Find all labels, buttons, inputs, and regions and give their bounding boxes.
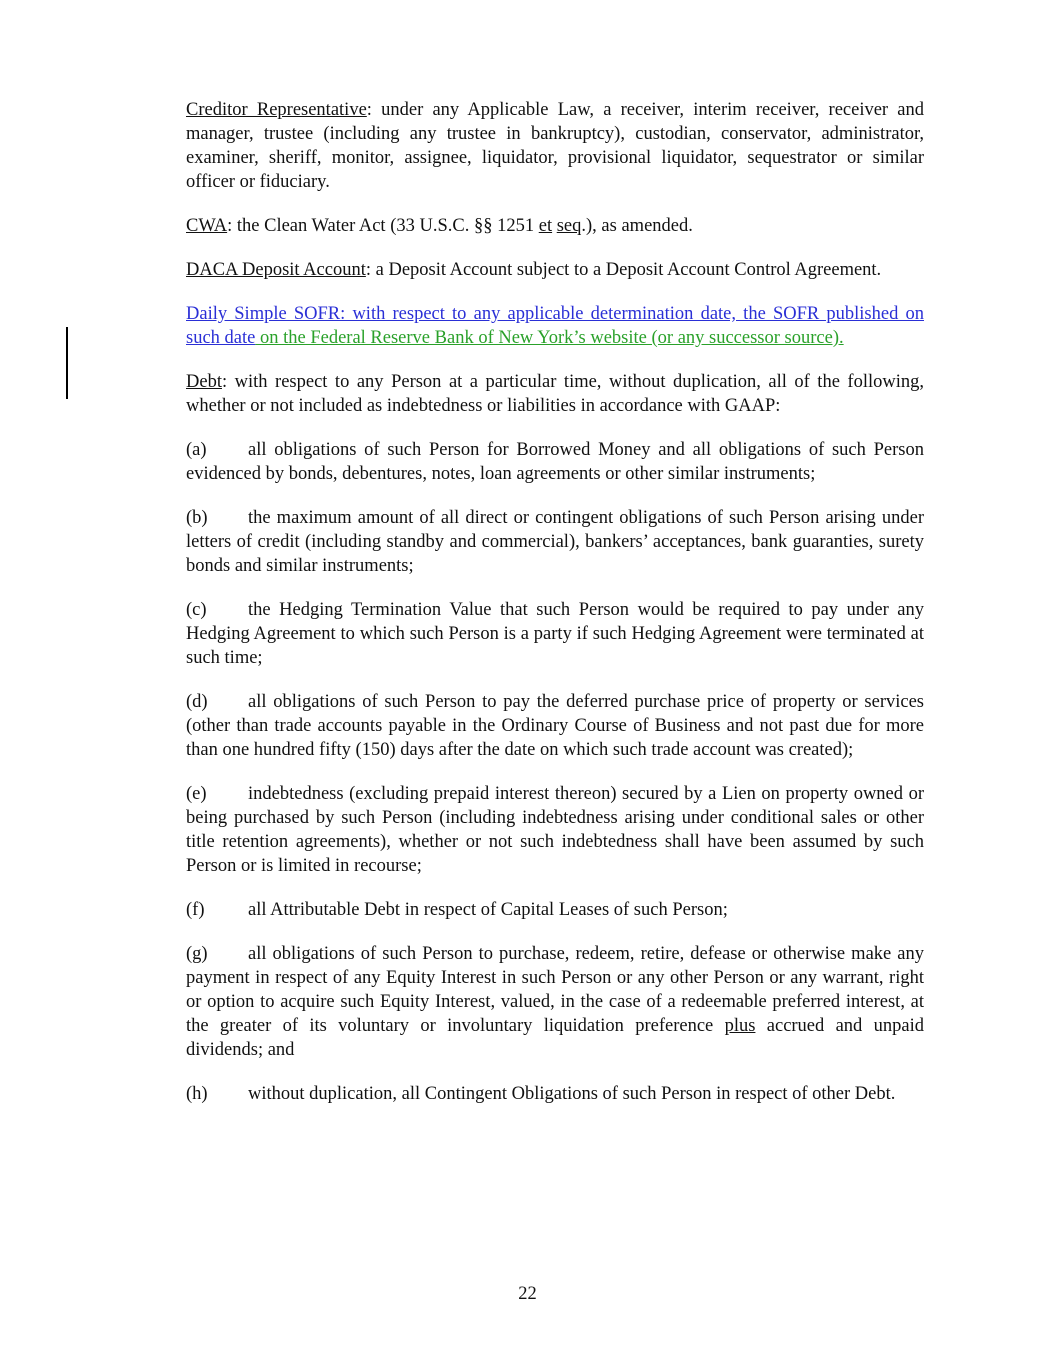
item-label: (h) xyxy=(186,1084,208,1104)
definition-daily-simple-sofr xyxy=(124,302,924,350)
definition-cwa xyxy=(124,214,924,238)
item-text: indebtedness (excluding prepaid interest thereon) secured by a Lien on property owned or being purchased by such Person (including indebtedness arising under conditional sales or other title retention agreements), whether or not such indebtedness shall have been assumed by such Person or is limited in recourse; xyxy=(186,784,924,876)
change-bar xyxy=(66,327,68,399)
list-item xyxy=(124,782,924,878)
inserted-text-blue: Daily Simple SOFR: with respect to any applicable determination date, the SOFR published on such date xyxy=(186,304,924,348)
list-item xyxy=(124,1082,924,1106)
inserted-text-green: on the Federal Reserve Bank of New York’s website (or any successor source). xyxy=(255,328,844,348)
item-label: (b) xyxy=(186,508,208,528)
item-text: all obligations of such Person to purchase, redeem, retire, defease or otherwise make any payment in respect of any Equity Interest in such Person or any other Person or any warrant, right or option to acquire such Equity Interest, valued, in the case of a redeemable preferred interest, at the greater of its voluntary or involuntary liquidation preference xyxy=(186,944,924,1036)
document-page xyxy=(124,98,924,1126)
item-label: (a) xyxy=(186,440,207,460)
definition-text: : the Clean Water Act (33 U.S.C. §§ 1251 xyxy=(227,216,539,236)
defined-term: CWA xyxy=(186,216,228,236)
plus-text: plus xyxy=(724,1016,756,1036)
definition-text: : a Deposit Account subject to a Deposit Account Control Agreement. xyxy=(365,260,882,280)
definition-debt xyxy=(124,370,924,418)
item-label: (d) xyxy=(186,692,208,712)
item-text: the Hedging Termination Value that such Person would be required to pay under any Hedging Agreement to which such Person is a party if such Hedging Agreement were terminated at such time; xyxy=(186,600,924,668)
definition-creditor-representative xyxy=(124,98,924,194)
item-text: the maximum amount of all direct or contingent obligations of such Person arising under letters of credit (including standby and commercial), bankers’ acceptances, bank guaranties, surety bonds and similar instruments; xyxy=(186,508,924,576)
list-item xyxy=(124,438,924,486)
item-label: (e) xyxy=(186,784,207,804)
list-item xyxy=(124,898,924,922)
definition-text: : with respect to any Person at a particular time, without duplication, all of the following, whether or not included as indebtedness or liabilities in accordance with GAAP: xyxy=(186,372,924,416)
seq-text: seq xyxy=(556,216,582,236)
list-item xyxy=(124,598,924,670)
item-text-end: accrued and unpaid dividends; and xyxy=(186,1016,924,1060)
item-text: all obligations of such Person for Borrowed Money and all obligations of such Person evidenced by bonds, debentures, notes, loan agreements or other similar instruments; xyxy=(186,440,924,484)
defined-term: DACA Deposit Account xyxy=(186,260,366,280)
item-text: all obligations of such Person to pay the deferred purchase price of property or services (other than trade accounts payable in the Ordinary Course of Business and not past due for more than one hundred fifty (150) days after the date on which such trade account was created); xyxy=(186,692,924,760)
defined-term: Creditor Representative xyxy=(186,100,367,120)
list-item xyxy=(124,506,924,578)
item-text: all Attributable Debt in respect of Capital Leases of such Person; xyxy=(248,900,728,920)
et-text: et xyxy=(538,216,553,236)
list-item xyxy=(124,942,924,1062)
item-label: (f) xyxy=(186,900,205,920)
definition-text: : under any Applicable Law, a receiver, interim receiver, receiver and manager, trustee (including any trustee in bankruptcy), custodian, conservator, administrator, examiner, sheriff, monitor, assignee, liquidator, provisional liquidator, sequestrator or similar officer or fiduciary. xyxy=(186,100,924,192)
list-item xyxy=(124,690,924,762)
defined-term: Debt xyxy=(186,372,222,392)
item-label: (c) xyxy=(186,600,207,620)
definition-daca-deposit-account xyxy=(124,258,924,282)
page-number: 22 xyxy=(518,1284,537,1304)
item-text: without duplication, all Contingent Obligations of such Person in respect of other Debt. xyxy=(248,1084,896,1104)
item-label: (g) xyxy=(186,944,208,964)
definition-text-end: .), as amended. xyxy=(581,216,693,236)
